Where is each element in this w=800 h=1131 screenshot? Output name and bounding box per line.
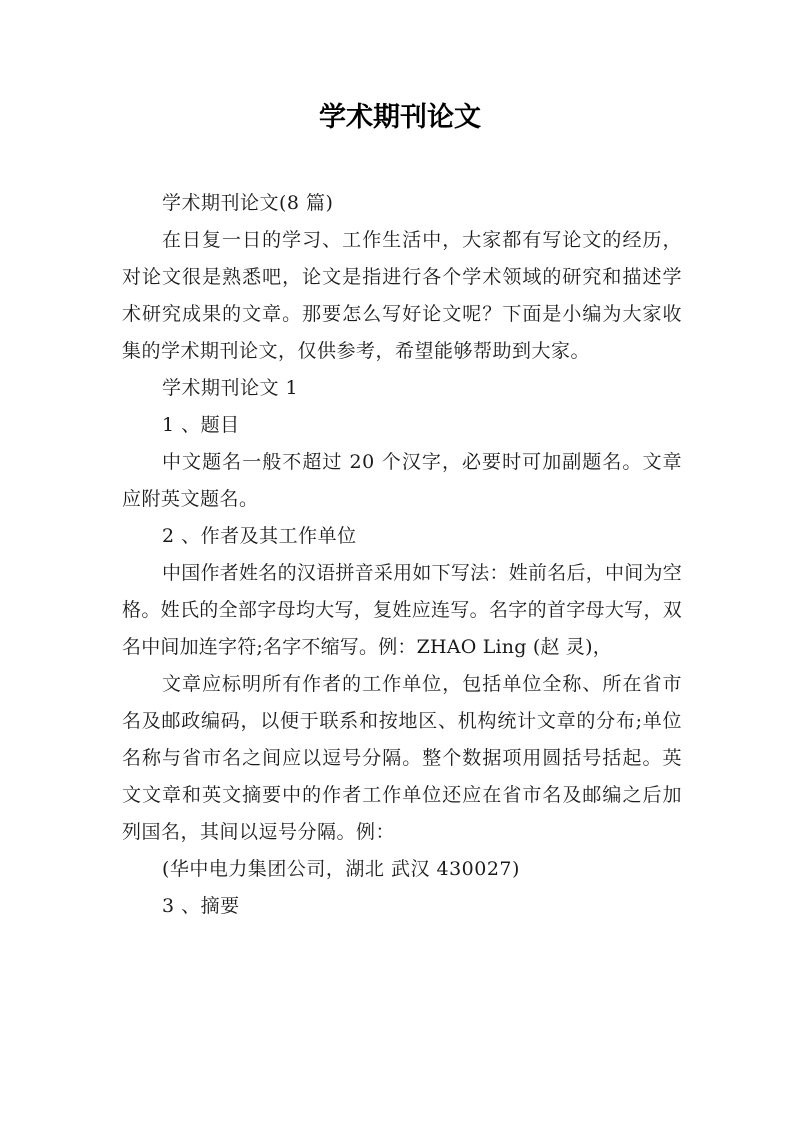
paragraph-affiliation-example: (华中电力集团公司，湖北 武汉 430027) bbox=[162, 858, 520, 880]
paragraph-author-name-rules: 中国作者姓名的汉语拼音采用如下写法：姓前名后，中间为空格。姓氏的全部字母均大写，复姓应连写。名字的首字母大写，双名中间加连字符;名字不缩写。例：ZHAO Ling (赵 灵)， bbox=[122, 562, 682, 658]
paragraph-item-author: 2 、作者及其工作单位 bbox=[162, 525, 357, 547]
paragraph-item-title: 1 、题目 bbox=[162, 414, 240, 436]
paragraph-item-abstract: 3 、摘要 bbox=[162, 895, 240, 917]
document-body bbox=[122, 185, 682, 925]
paragraph-affiliation-rules: 文章应标明所有作者的工作单位，包括单位全称、所在省市名及邮政编码，以便于联系和按地区、机构统计文章的分布;单位名称与省市名之间应以逗号分隔。整个数据项用圆括号括起。英文文章和英文摘要中的作者工作单位还应在省市名及邮编之后加列国名，其间以逗号分隔。例： bbox=[122, 673, 682, 843]
paragraph-intro-heading: 学术期刊论文(8 篇) bbox=[162, 192, 334, 214]
document-title: 学术期刊论文 bbox=[319, 102, 481, 133]
paragraph-intro: 在日复一日的学习、工作生活中，大家都有写论文的经历，对论文很是熟悉吧，论文是指进行各个学术领域的研究和描述学术研究成果的文章。那要怎么写好论文呢？下面是小编为大家收集的学术期刊论文，仅供参考，希望能够帮助到大家。 bbox=[122, 229, 682, 362]
paragraph-section-heading: 学术期刊论文 1 bbox=[162, 377, 299, 399]
paragraph-title-rules: 中文题名一般不超过 20 个汉字，必要时可加副题名。文章应附英文题名。 bbox=[122, 451, 682, 510]
